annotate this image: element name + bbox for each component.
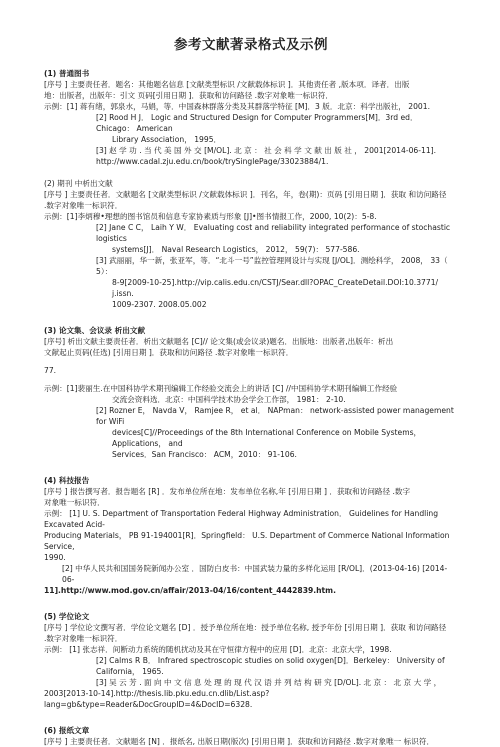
section-theses <box>44 611 458 710</box>
reference-entry: 示例： [1] 张志祥．间断动力系统的随机扰动及其在守恒律方程中的应用 [D]．北京：北京大学，1998. <box>44 644 392 654</box>
section-heading: (6) 报纸文章 <box>44 725 90 735</box>
reference-entry: 示例： [1] U. S. Department of Transportation Federal Highway Administration． Guidelines for Handling Excavated Acid- <box>44 508 439 529</box>
format-line: 对象唯一标识符． <box>44 497 105 507</box>
section-heading: (4) 科技报告 <box>44 475 90 485</box>
section-journals <box>44 178 458 310</box>
format-line: [序号] 析出文献主要责任者．析出文献题名 [C]// 论文集(或会议录)题名．出版地：出版者,出版年：析出 <box>44 336 394 346</box>
reference-entry: [2] Rood H J． Logic and Structured Design for Computer Programmers[M]．3rd ed． Chicago： American <box>96 112 418 133</box>
section-heading: (5) 学位论文 <box>44 611 90 621</box>
reference-continuation: devices[C]//Proceedings of the 8th International Conference on Mobile Systems， Applications， and <box>112 427 422 448</box>
reference-entry: [3] 吴 云 芳 . 面 向 中 文 信 息 处 理 的 现 代 汉 语 并 列 结 构 研 究 [D/OL]. 北 京 ： 北 京 大 学 ， <box>96 677 442 687</box>
reference-entry: 示例：[1] 蒋有绪，郭泉水，马娟，等．中国森林群落分类及其群落学特征 [M]．3 版．北京：科学出版社， 2001. <box>44 101 430 111</box>
format-line: [序号 ] 报告撰写者．报告题名 [R] ．发布单位所在地：发布单位名称,年 [引用日期 ] ．获取和访问路径 .数字 <box>44 486 411 496</box>
reference-continuation: Library Association， 1995． <box>112 134 222 144</box>
format-line: [序号 ] 主要责任者．文献题名 [N] ．报纸名, 出版日期(版次) [引用日期 ]．获取和访问路径 .数字对象唯一 标识符． <box>44 736 435 746</box>
reference-continuation: http://www.cadal.zju.edu.cn/book/trySinglePage/33023884/1. <box>96 156 329 166</box>
section-books <box>44 68 458 167</box>
reference-entry: 示例：[1]裴丽生.在中国科协学术期刊编辑工作经验交流会上的讲话 [C] //中国科协学术期刊编辑工作经验 <box>44 383 398 393</box>
format-line: .数字对象唯一标识符． <box>44 200 123 210</box>
reference-continuation: 8-9[2009-10-25].http://vip.calis.edu.cn/CSTJ/Sear.dll?OPAC_CreateDetail.DOI:10.3771/ j.issn. <box>112 277 439 298</box>
format-line: .数字对象唯一标识符． <box>44 633 123 643</box>
section-proceedings <box>44 325 458 460</box>
section-heading: (3) 论文集、会议录 析出文献 <box>44 325 146 335</box>
reference-continuation: 1009-2307. 2008.05.002 <box>112 299 207 309</box>
section-heading: (1) 普通图书 <box>44 68 90 78</box>
reference-entry: [2] Calms R B． Infrared spectroscopic studies on solid oxygen[D]．Berkeley： University of California， 1965. <box>96 655 445 676</box>
page-title: 参考文献著录格式及示例 <box>174 37 328 53</box>
reference-continuation: 交流会资料选．北京：中国科学技术协会学会工作部， 1981： 2-10. <box>112 394 346 404</box>
reference-continuation: 2003[2013-10-14].http://thesis.lib.pku.edu.cn.dlib/List.asp?lang=gb&type=Reader&DocGroupID=4&DocID=6328. <box>44 688 270 709</box>
reference-entry: [3] 武丽丽，华一新，张亚军，等．“北斗一号”监控管理网设计与实现 [J/OL]．测绘科学， 2008， 33（ 5）： <box>96 255 448 276</box>
reference-continuation: Producing Materials， PB 91-194001[R]．Springfield： U.S. Department of Commerce National Information Service, <box>44 530 450 551</box>
section-heading: (2) 期刊 中析出文献 <box>44 178 113 188</box>
format-line: 地：出版者，出版年：引文 页码[引用日期 ]．获取和访问路径 .数字对象唯一标识符． <box>44 90 333 100</box>
reference-entry: [2] Rozner E， Navda V， Ramjee R， et al． NAPman： network-assisted power management for WiFi <box>96 405 454 426</box>
format-line: [序号 ] 学位论文撰写者．学位论文题名 [D] ．授予单位所在地：授予单位名称, 授予年份 [引用日期 ]．获取 和访问路径 <box>44 622 447 632</box>
reference-continuation: 11].http://www.mod.gov.cn/affair/2013-04/16/content_4442839.htm. <box>44 585 336 595</box>
format-line: 文献起止页码(任选) [引用日期 ]．获取和访问路径 .数字对象唯一标识符． <box>44 347 294 357</box>
format-line: [序号 ] 主要责任者．文献题名 [文献类型标识 /文献载体标识 ]．刊名，年，卷(期)：页码 [引用日期 ]．获取 和访问路径 <box>44 189 447 199</box>
section-newspapers <box>44 725 458 747</box>
section-reports <box>44 475 458 596</box>
reference-entry: 示例：[1]李炳穆•理想的图书馆员和信息专家协素质与形象 [J]•图书情报工作，2000, 10(2)：5-8. <box>44 211 377 221</box>
reference-entry: [2] Jane C C， Laih Y W． Evaluating cost and reliability integrated performance of stochastic logistics <box>96 222 451 243</box>
reference-entry: [3] 赵 学 功 . 当 代 美 国 外 交 [M/OL]. 北 京 ： 社 会 科 学 文 献 出 版 社 ， 2001[2014-06-11]. <box>96 145 437 155</box>
reference-continuation: 1990. <box>44 552 66 562</box>
reference-entry: [2] 中华人民共和国国务院新闻办公室 ．国防白皮书：中国武装力量的多样化运用 [R/OL]．(2013-04-16) [2014-06- <box>62 563 448 584</box>
format-line: [序号 ] 主要责任者．题名：其他题名信息 [文献类型标识 /文献载体标识 ]．其他责任者 ,版本项．译者．出版 <box>44 79 410 89</box>
reference-continuation: Services．San Francisco： ACM，2010： 91-106. <box>112 449 297 459</box>
reference-continuation: systems[J]． Naval Research Logistics， 2012， 59(7)： 577-586. <box>112 244 360 254</box>
format-line: 77. <box>44 365 57 375</box>
